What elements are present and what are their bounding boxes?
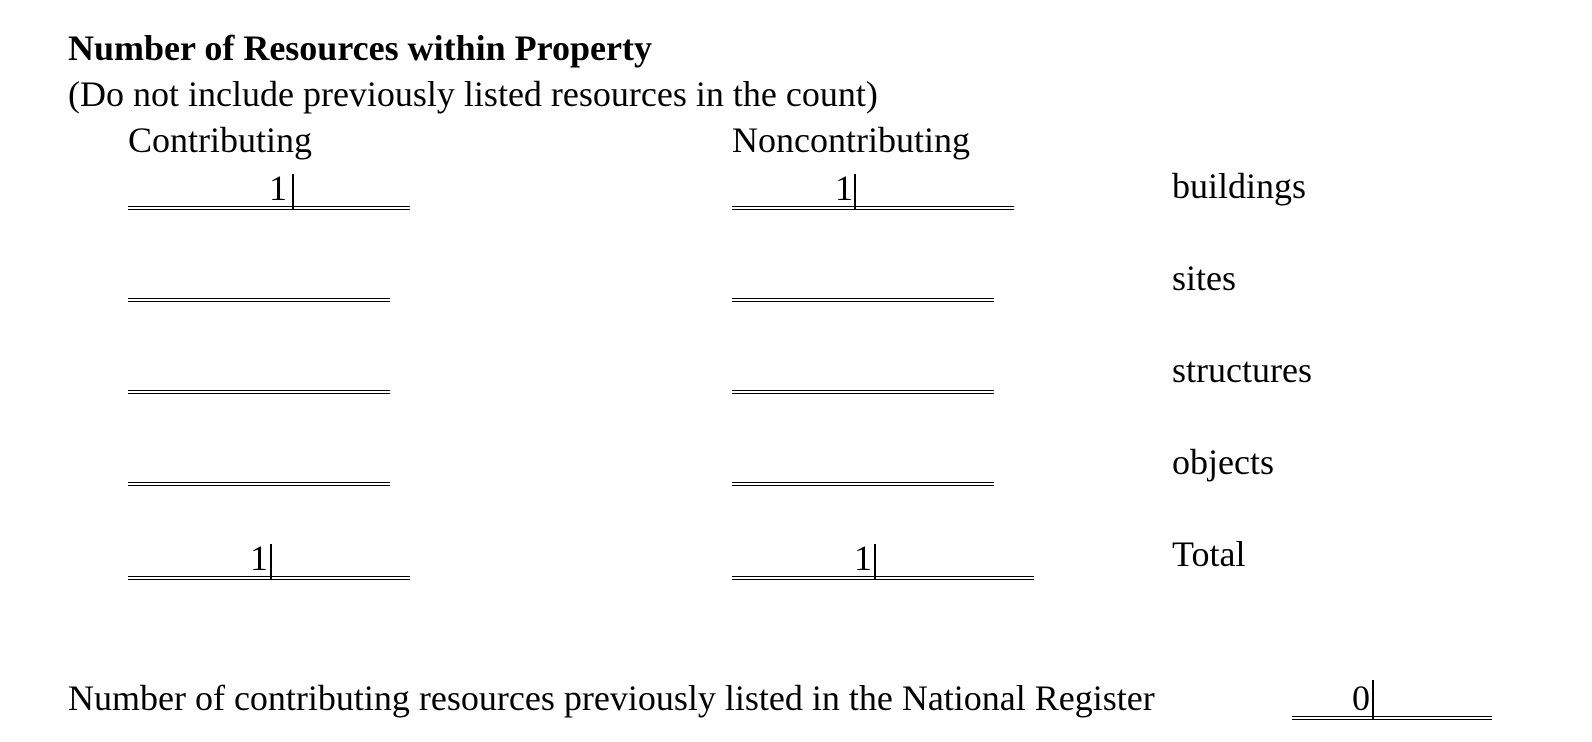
text-cursor xyxy=(854,174,856,210)
previously-listed-value: 0 xyxy=(1352,678,1370,718)
noncontributing-objects-field[interactable] xyxy=(732,442,994,486)
column-header-noncontributing: Noncontributing xyxy=(732,120,970,160)
noncontributing-sites-field[interactable] xyxy=(732,258,994,302)
contributing-total-field[interactable] xyxy=(128,536,410,580)
contributing-buildings-value: 1 xyxy=(269,168,287,208)
contributing-structures-field[interactable] xyxy=(128,350,390,394)
row-label-buildings: buildings xyxy=(1172,166,1307,206)
noncontributing-buildings-value: 1 xyxy=(835,168,853,208)
section-instruction: (Do not include previously listed resources in the count) xyxy=(68,74,878,114)
row-label-objects: objects xyxy=(1172,442,1274,482)
row-label-total: Total xyxy=(1172,534,1246,574)
section-heading: Number of Resources within Property xyxy=(68,28,652,68)
noncontributing-total-value: 1 xyxy=(854,538,872,578)
contributing-buildings-field[interactable] xyxy=(128,166,410,210)
previously-listed-label: Number of contributing resources previously listed in the National Register xyxy=(68,678,1155,718)
noncontributing-structures-field[interactable] xyxy=(732,350,994,394)
row-label-structures: structures xyxy=(1172,350,1312,390)
contributing-sites-field[interactable] xyxy=(128,258,390,302)
row-label-sites: sites xyxy=(1172,258,1237,298)
column-header-contributing: Contributing xyxy=(128,120,313,160)
text-cursor xyxy=(270,544,272,580)
contributing-total-value: 1 xyxy=(250,538,268,578)
text-cursor xyxy=(874,544,876,580)
previously-listed-field[interactable] xyxy=(1292,676,1492,720)
text-cursor xyxy=(1372,680,1374,720)
noncontributing-buildings-field[interactable] xyxy=(732,166,1014,210)
text-cursor xyxy=(292,174,294,210)
contributing-objects-field[interactable] xyxy=(128,442,390,486)
noncontributing-total-field[interactable] xyxy=(732,536,1034,580)
